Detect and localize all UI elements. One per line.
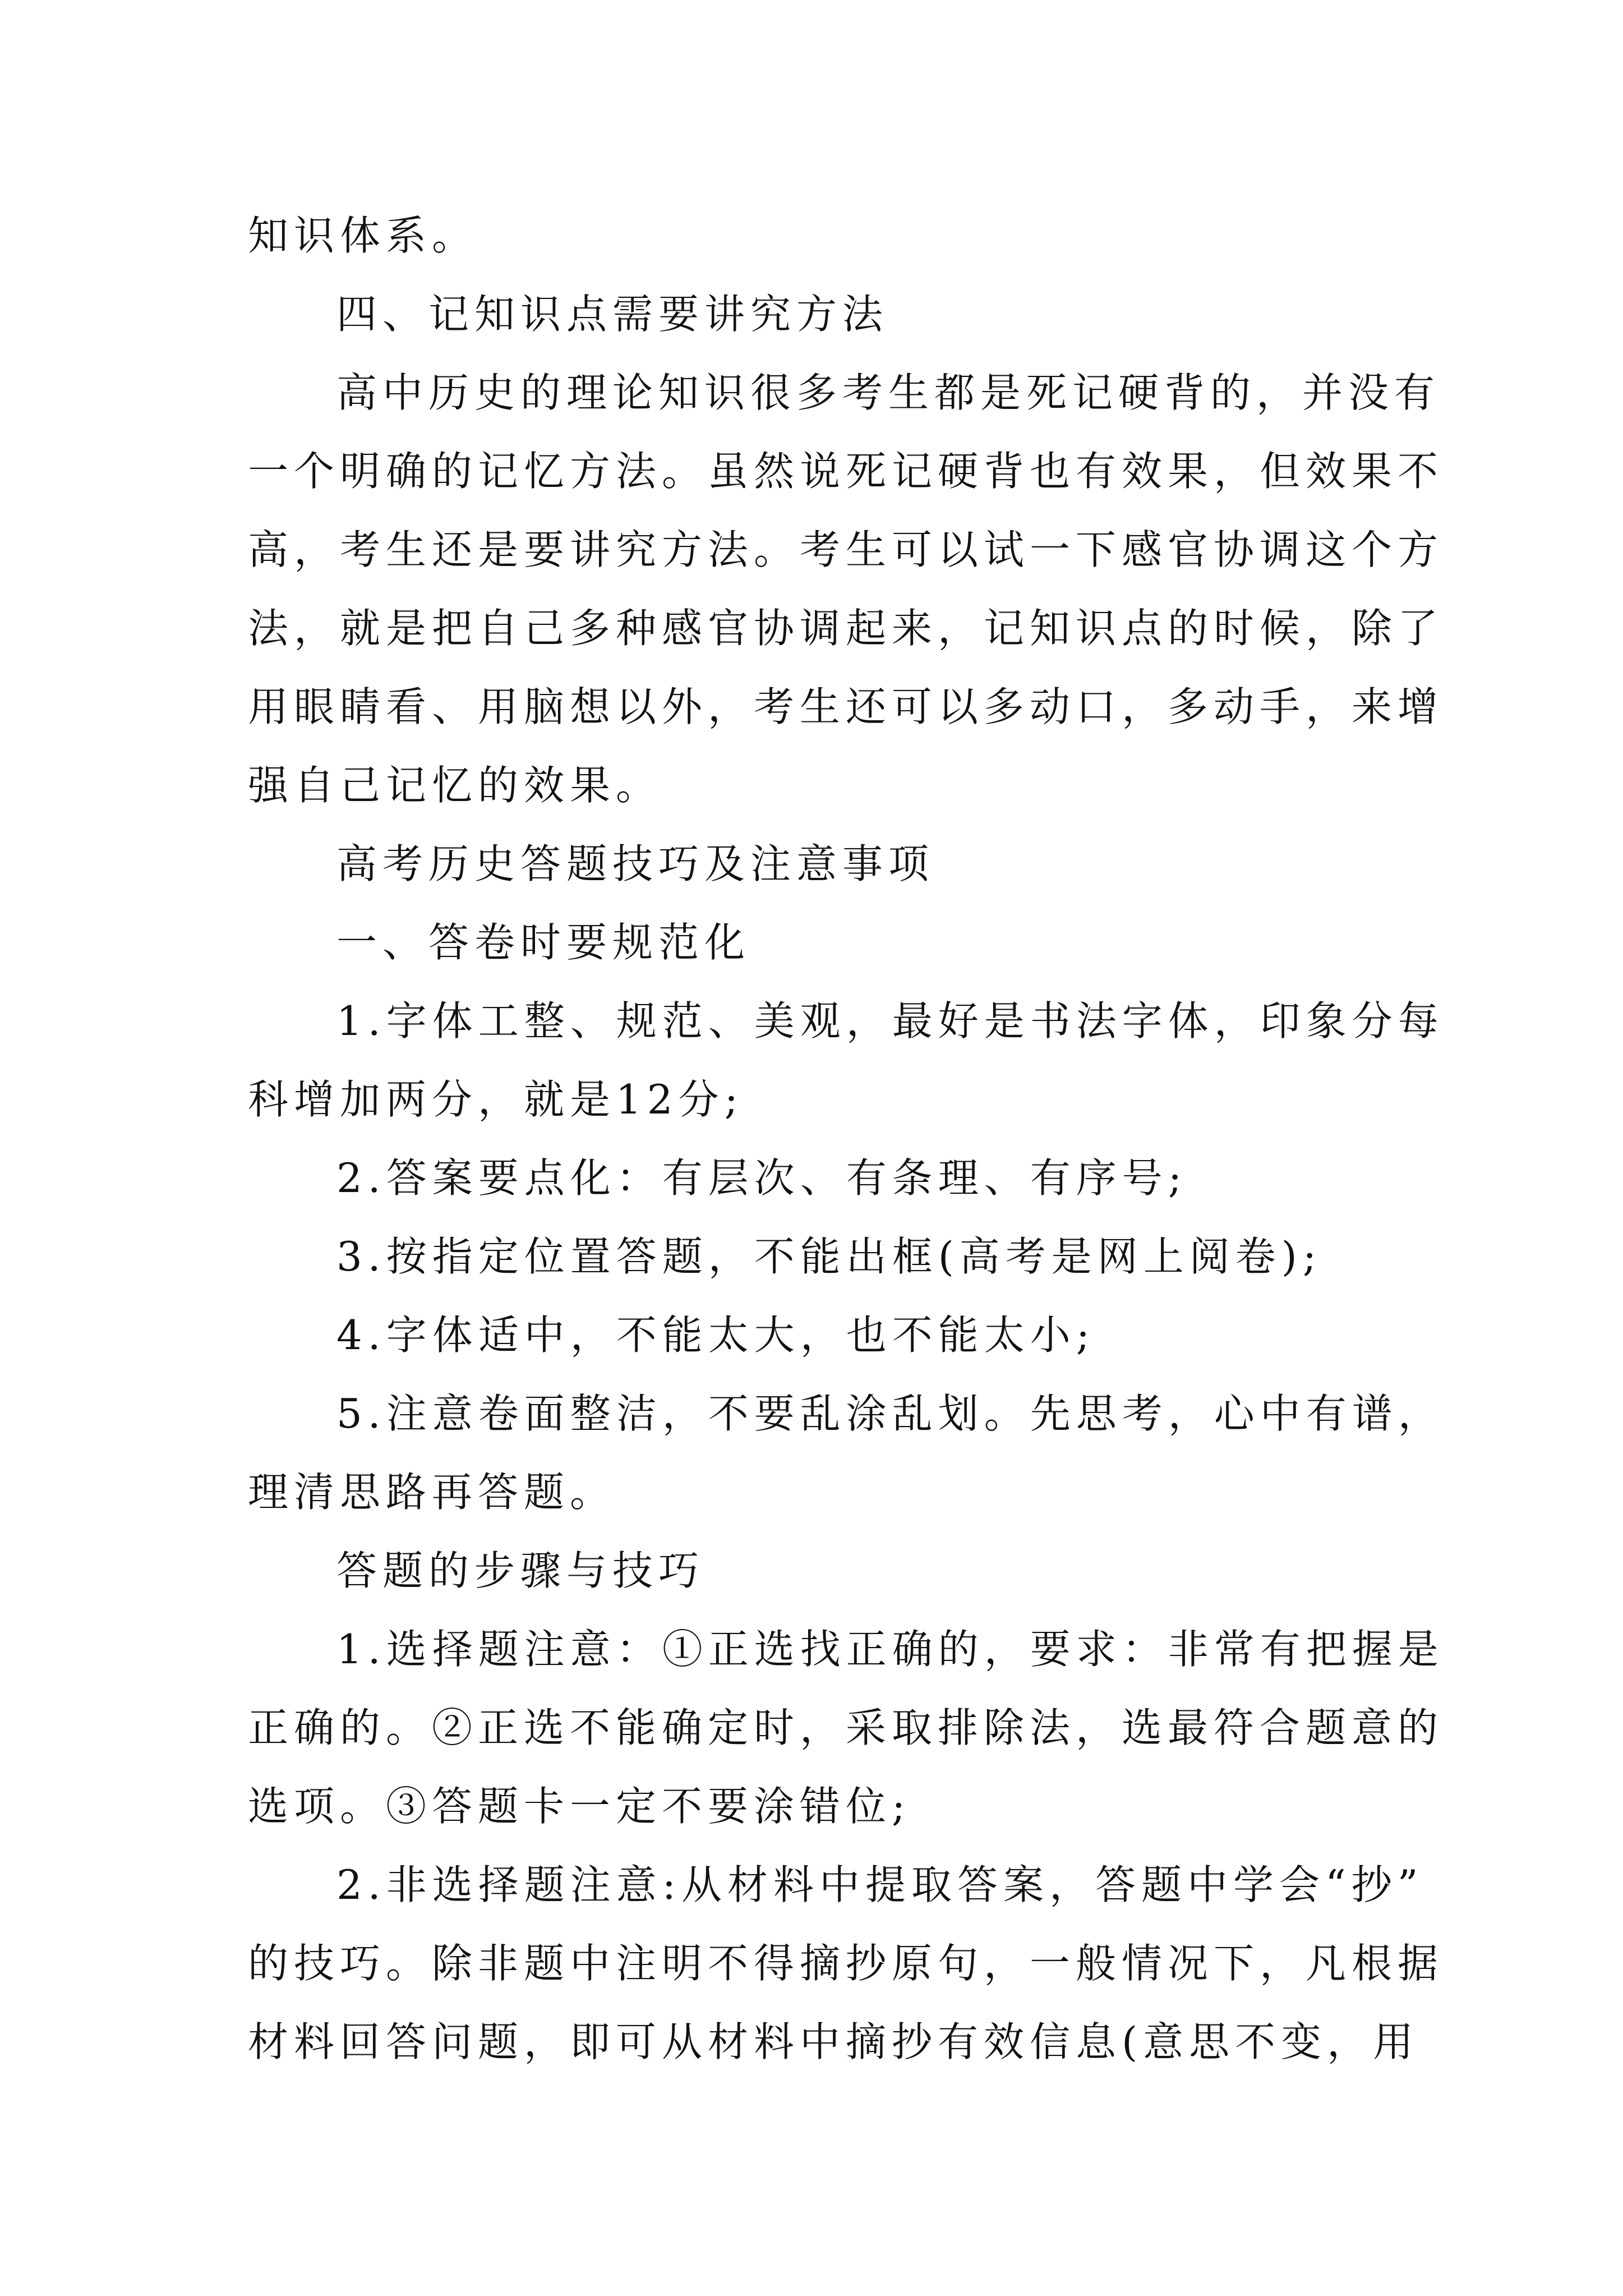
section-heading: 高考历史答题技巧及注意事项 [336, 840, 935, 887]
text-line: 科增加两分，就是12分; [248, 1076, 744, 1123]
text-line: 一个明确的记忆方法。虽然说死记硬背也有效果，但效果不 [248, 448, 1444, 495]
text-line: 正确的。②正选不能确定时，采取排除法，选最符合题意的 [248, 1704, 1444, 1751]
text-line: 高中历史的理论知识很多考生都是死记硬背的，并没有 [336, 369, 1441, 416]
text-line: 2.答案要点化：有层次、有条理、有序号; [336, 1154, 1187, 1202]
text-line: 理清思路再答题。 [248, 1469, 616, 1516]
text-line: 强自己记忆的效果。 [248, 762, 662, 809]
text-line: 选项。③答题卡一定不要涂错位; [248, 1783, 911, 1830]
text-line: 的技巧。除非题中注明不得摘抄原句，一般情况下，凡根据 [248, 1940, 1444, 1987]
text-line: 3.按指定位置答题，不能出框(高考是网上阅卷); [336, 1233, 1322, 1280]
section-heading: 四、记知识点需要讲究方法 [336, 291, 889, 338]
text-line: 材料回答问题，即可从材料中摘抄有效信息(意思不变，用 [248, 2018, 1419, 2065]
section-heading: 一、答卷时要规范化 [336, 919, 751, 966]
text-line: 4.字体适中，不能太大，也不能太小; [336, 1312, 1095, 1359]
text-line: 高，考生还是要讲究方法。考生可以试一下感官协调这个方 [248, 526, 1444, 573]
text-line: 用眼睛看、用脑想以外，考生还可以多动口，多动手，来增 [248, 683, 1444, 730]
text-line: 5.注意卷面整洁，不要乱涂乱划。先思考，心中有谱， [336, 1390, 1444, 1437]
text-line: 1.选择题注意：①正选找正确的，要求：非常有把握是 [336, 1626, 1444, 1673]
text-line: 1.字体工整、规范、美观，最好是书法字体，印象分每 [336, 997, 1444, 1045]
text-line: 知识体系。 [248, 212, 478, 259]
text-line: 法，就是把自己多种感官协调起来，记知识点的时候，除了 [248, 605, 1444, 652]
section-heading: 答题的步骤与技巧 [336, 1547, 705, 1594]
text-line: 2.非选择题注意:从材料中提取答案，答题中学会“抄” [336, 1861, 1424, 1908]
